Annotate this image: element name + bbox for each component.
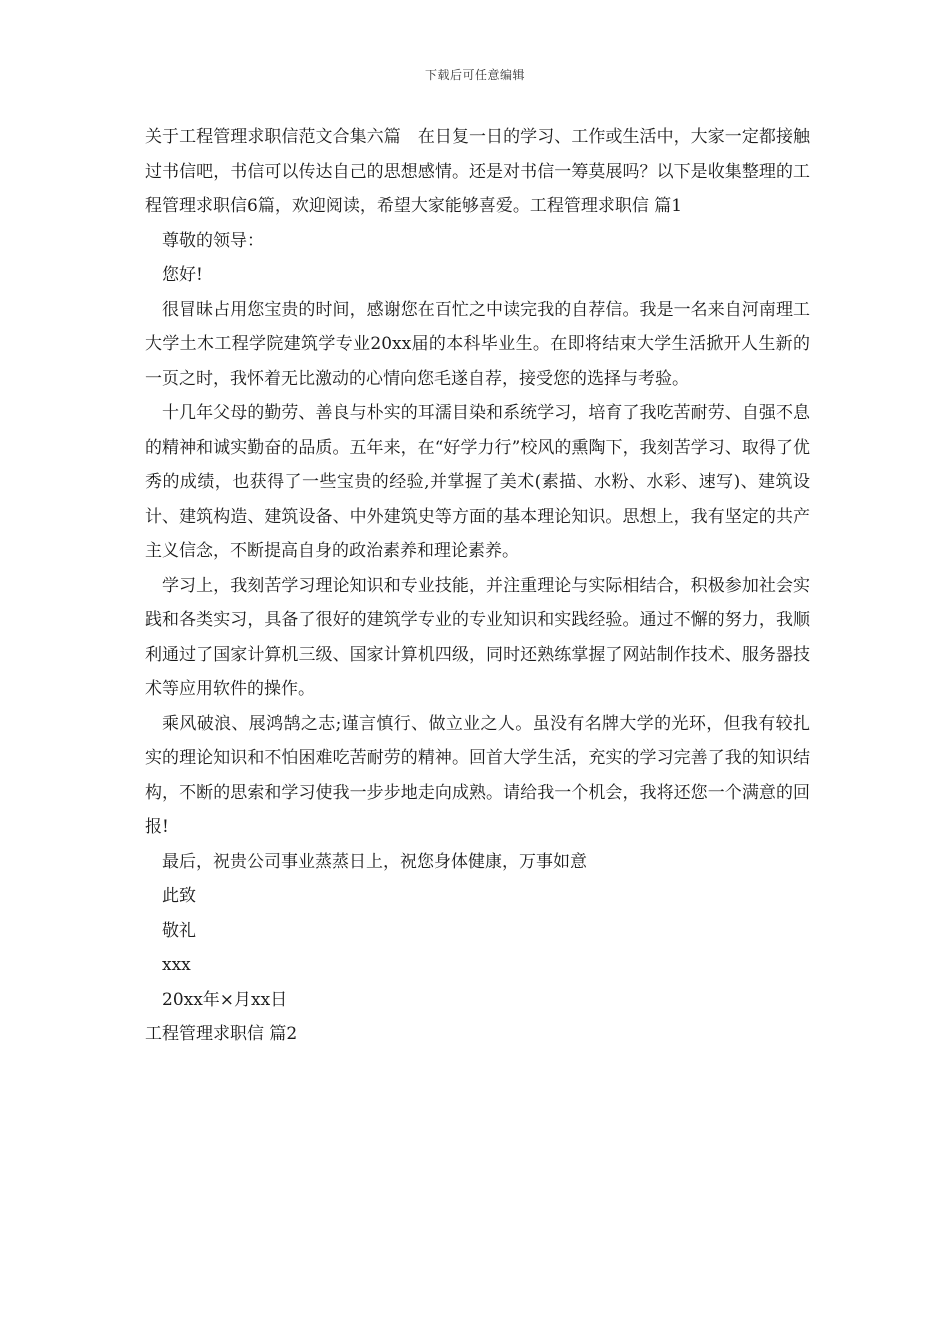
- greeting: 您好!: [162, 265, 203, 285]
- body-paragraph-4: 乘风破浪、展鸿鹄之志;谨言慎行、做立业之人。虽没有名牌大学的光环，但我有较扎实的理论知识和不怕困难吃苦耐劳的精神。回首大学生活，充实的学习完善了我的知识结构，不断的思索和学习使我一步步地走向成熟。请给我一个机会，我将还您一个满意的回报!: [145, 713, 810, 837]
- body-paragraph-1: 很冒昧占用您宝贵的时间，感谢您在百忙之中读完我的自荐信。我是一名来自河南理工大学土木工程学院建筑学专业20xx届的本科毕业生。在即将结束大学生活掀开人生新的一页之时，我怀着无比激动的心情向您毛遂自荐，接受您的选择与考验。: [145, 299, 810, 389]
- next-section-heading: 工程管理求职信 篇2: [145, 1024, 298, 1044]
- signature: xxx: [162, 955, 191, 975]
- regards-line-2: 敬礼: [162, 920, 196, 941]
- intro-paragraph: 关于工程管理求职信范文合集六篇 在日复一日的学习、工作或生活中，大家一定都接触过书信吧，书信可以传达自己的思想感情。还是对书信一筹莫展吗？以下是收集整理的工程管理求职信6篇，欢迎阅读，希望大家能够喜爱。工程管理求职信 篇1: [145, 127, 810, 216]
- body-paragraph-2: 十几年父母的勤劳、善良与朴实的耳濡目染和系统学习，培育了我吃苦耐劳、自强不息的精神和诚实勤奋的品质。五年来，在“好学力行”校风的熏陶下，我刻苦学习、取得了优秀的成绩，也获得了一些宝贵的经验,并掌握了美术(素描、水粉、水彩、速写)、建筑设计、建筑构造、建筑设备、中外建筑史等方面的基本理论知识。思想上，我有坚定的共产主义信念，不断提高自身的政治素养和理论素养。: [145, 403, 810, 561]
- regards-line-1: 此致: [162, 886, 196, 906]
- letter-date: 20xx年×月xx日: [162, 989, 288, 1010]
- salutation: 尊敬的领导：: [162, 230, 264, 251]
- closing-wish: 最后，祝贵公司事业蒸蒸日上，祝您身体健康，万事如意: [162, 851, 587, 872]
- letter-body: [145, 120, 810, 1052]
- body-paragraph-3: 学习上，我刻苦学习理论知识和专业技能，并注重理论与实际相结合，积极参加社会实践和各类实习，具备了很好的建筑学专业的专业知识和实践经验。通过不懈的努力，我顺利通过了国家计算机三级、国家计算机四级，同时还熟练掌握了网站制作技术、服务器技术等应用软件的操作。: [145, 575, 810, 699]
- header-note: 下载后可任意编辑: [424, 68, 525, 82]
